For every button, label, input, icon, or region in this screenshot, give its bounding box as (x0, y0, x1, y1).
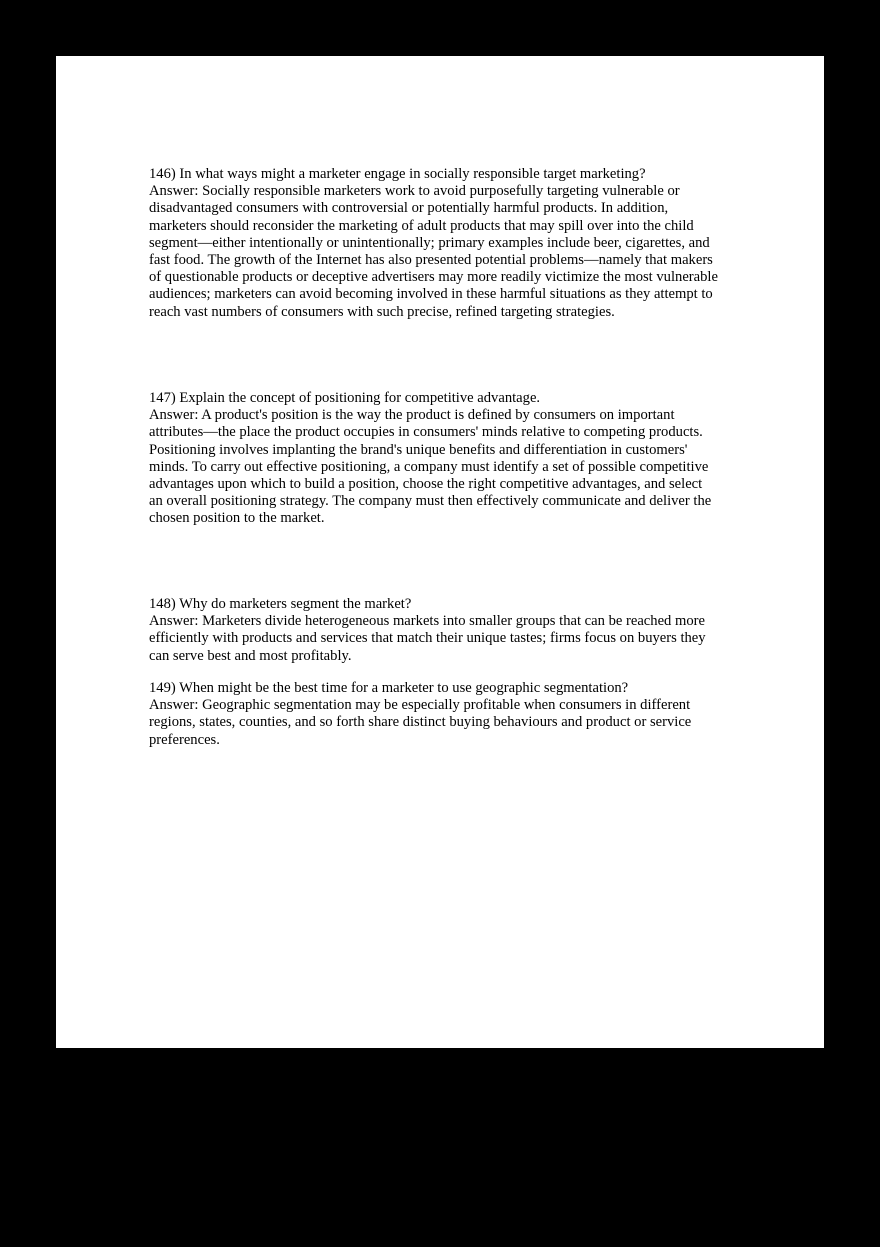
answer-line: efficiently with products and services that match their unique tastes; firms focus on buyers they (149, 630, 706, 647)
question-text: 147) Explain the concept of positioning for competitive advantage. (149, 390, 541, 406)
qa-item-148 (149, 596, 749, 665)
answer-line: Positioning involves implanting the brand's unique benefits and differentiation in customers' (149, 441, 688, 458)
answer-line: can serve best and most profitably. (149, 647, 352, 664)
answer-line: fast food. The growth of the Internet has also presented potential problems—namely that makers (149, 252, 713, 269)
answer-line: audiences; marketers can avoid becoming involved in these harmful situations as they attempt to (149, 286, 713, 303)
answer-line: regions, states, counties, and so forth share distinct buying behaviours and product or service (149, 714, 692, 731)
answer-line: an overall positioning strategy. The company must then effectively communicate and deliver the (149, 493, 712, 510)
document-page (56, 56, 824, 1048)
answer-line: Answer: Marketers divide heterogeneous markets into smaller groups that can be reached more (149, 613, 705, 630)
question-text: 148) Why do marketers segment the market? (149, 596, 412, 612)
answer-line: disadvantaged consumers with controversial or potentially harmful products. In addition, (149, 200, 669, 217)
answer-line: minds. To carry out effective positioning, a company must identify a set of possible competitive (149, 458, 709, 475)
answer-line: Answer: A product's position is the way the product is defined by consumers on important (149, 407, 675, 424)
qa-item-149 (149, 680, 749, 749)
answer-line: marketers should reconsider the marketing of adult products that may spill over into the child (149, 217, 694, 234)
qa-item-146 (149, 166, 749, 321)
qa-item-147 (149, 390, 749, 528)
answer-line: Answer: Geographic segmentation may be especially profitable when consumers in different (149, 697, 691, 714)
answer-line: of questionable products or deceptive advertisers may more readily victimize the most vulnerable (149, 269, 718, 286)
answer-line: attributes—the place the product occupies in consumers' minds relative to competing products. (149, 424, 703, 441)
answer-line: chosen position to the market. (149, 510, 325, 527)
question-text: 146) In what ways might a marketer engage in socially responsible target marketing? (149, 166, 646, 182)
question-text: 149) When might be the best time for a marketer to use geographic segmentation? (149, 680, 629, 696)
answer-line: reach vast numbers of consumers with such precise, refined targeting strategies. (149, 303, 615, 320)
answer-line: segment—either intentionally or unintentionally; primary examples include beer, cigarettes, and (149, 234, 710, 251)
answer-line: advantages upon which to build a position, choose the right competitive advantages, and select (149, 476, 703, 493)
answer-line: preferences. (149, 731, 220, 748)
answer-line: Answer: Socially responsible marketers work to avoid purposefully targeting vulnerable or (149, 183, 680, 200)
